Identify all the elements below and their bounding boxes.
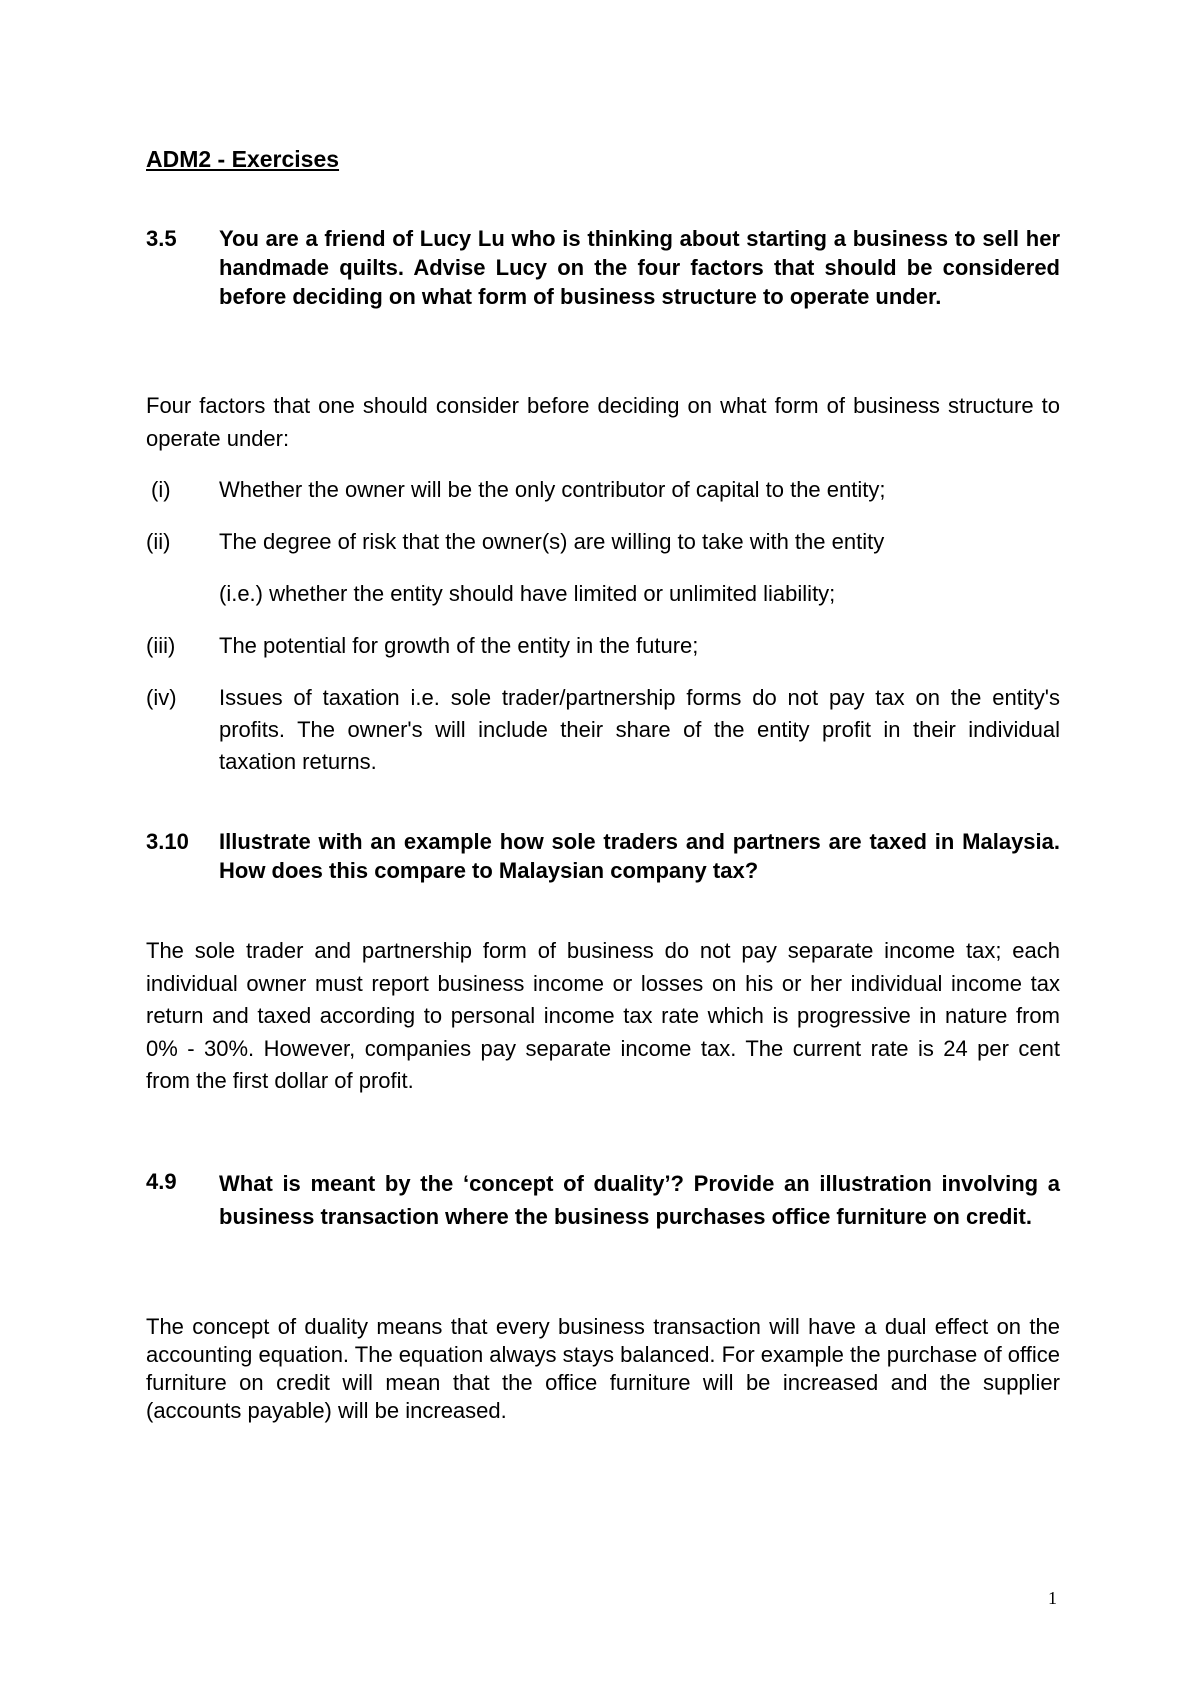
question-text: You are a friend of Lucy Lu who is thinking about starting a business to sell her handmade quilts. Advise Lucy on the four factors that should be considered before deciding on what form of business structure to operate under. [219, 226, 1060, 309]
page-number: 1 [1048, 1588, 1057, 1608]
answer-3-10: The sole trader and partnership form of business do not pay separate income tax; each individual owner must report business income or losses on his or her individual income tax return and taxed according to personal income tax rate which is progressive in nature from 0% - 30%. However, companies pay separate income tax. The current rate is 24 per cent from the first dollar of profit. [146, 938, 1060, 1093]
factor-number: (iii) [146, 633, 176, 658]
factor-text: (i.e.) whether the entity should have limited or unlimited liability; [219, 581, 836, 606]
factor-item [146, 526, 1060, 558]
question-number: 4.9 [146, 1169, 177, 1194]
answer-4-9: The concept of duality means that every business transaction will have a dual effect on the accounting equation. The equation always stays balanced. For example the purchase of office furniture on credit will mean that the office furniture will be increased and the supplier (accounts payable) will be increased. [146, 1314, 1060, 1423]
factor-item [146, 474, 1060, 506]
question-3-10 [146, 827, 1060, 885]
question-3-5 [146, 224, 1060, 311]
factor-number [146, 578, 219, 610]
question-text: What is meant by the ‘concept of duality’? Provide an illustration involving a business transaction where the business purchases office furniture on credit. [219, 1171, 1060, 1229]
factor-text: Issues of taxation i.e. sole trader/partnership forms do not pay tax on the entity's profits. The owner's will include their share of the entity profit in their individual taxation returns. [219, 685, 1060, 774]
factor-text: Whether the owner will be the only contributor of capital to the entity; [219, 477, 886, 502]
answer-intro-3-5: Four factors that one should consider before deciding on what form of business structure to operate under: [146, 393, 1060, 451]
factor-number: (ii) [146, 529, 171, 554]
factor-item [146, 682, 1060, 778]
factor-text: The degree of risk that the owner(s) are willing to take with the entity [219, 529, 885, 554]
factor-text: The potential for growth of the entity in the future; [219, 633, 699, 658]
factor-number: (iv) [146, 685, 177, 710]
question-number: 3.5 [146, 226, 177, 251]
factor-item [146, 630, 1060, 662]
question-number: 3.10 [146, 829, 189, 854]
question-4-9 [146, 1167, 1060, 1233]
factor-item-continuation [146, 578, 1060, 610]
factor-number: (i) [151, 477, 171, 502]
question-text: Illustrate with an example how sole traders and partners are taxed in Malaysia. How does this compare to Malaysian company tax? [219, 829, 1060, 883]
document-title: ADM2 - Exercises [146, 146, 340, 172]
